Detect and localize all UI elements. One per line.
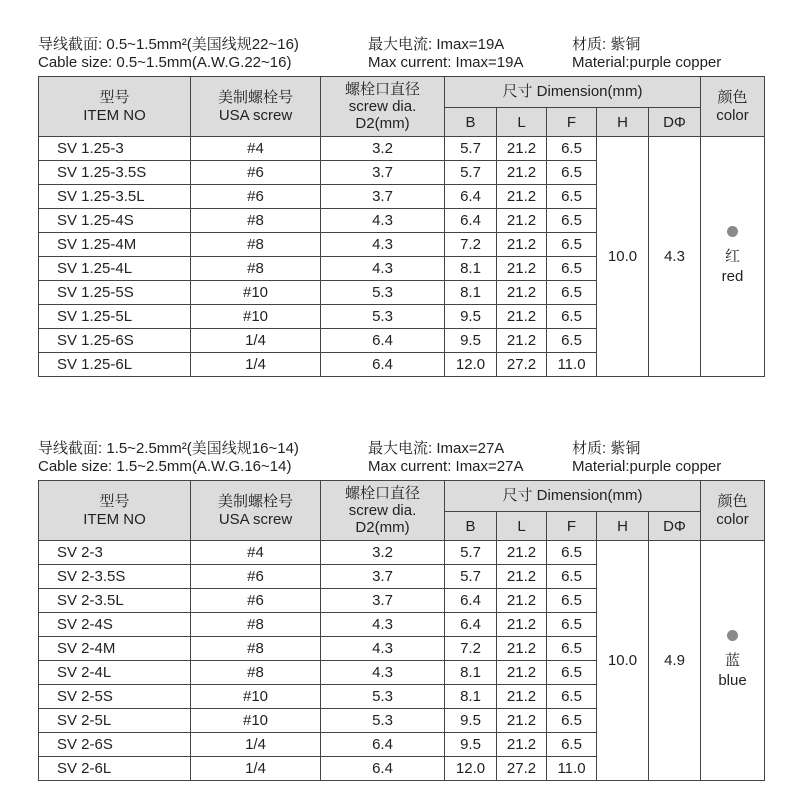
header-screw-en: USA screw [218,106,293,124]
header-color [701,481,765,541]
screw-dia: 3.7 [321,565,445,589]
header-color-en: color [716,106,749,124]
dim-l: 21.2 [497,589,547,613]
dim-b: 5.7 [445,161,497,185]
dim-l: 27.2 [497,353,547,377]
header-item-en: ITEM NO [83,510,146,528]
dim-l: 21.2 [497,233,547,257]
dim-b: 5.7 [445,565,497,589]
dim-f: 6.5 [547,637,597,661]
dim-f: 6.5 [547,541,597,565]
max-current-en: Max current: Imax=19A [368,54,524,71]
color-zh: 红 [724,248,740,265]
usa-screw: #10 [191,281,321,305]
screw-dia: 5.3 [321,281,445,305]
dim-l: 21.2 [497,305,547,329]
screw-dia: 4.3 [321,233,445,257]
dim-b: 6.4 [445,613,497,637]
header-h: H [597,512,649,541]
table-row [39,541,765,565]
dim-f: 6.5 [547,685,597,709]
cable-size-en: Cable size: 0.5~1.5mm(A.W.G.22~16) [38,54,292,71]
dim-l: 21.2 [497,257,547,281]
dim-f: 6.5 [547,137,597,161]
header-f: F [547,512,597,541]
header-color-zh: 颜色 [717,88,748,106]
dim-l: 21.2 [497,185,547,209]
screw-dia: 3.2 [321,541,445,565]
header-diameter [321,77,445,137]
item-no: SV 2-5S [39,685,191,709]
material-en: Material:purple copper [572,54,722,71]
header-dia-zh: 螺栓口直径 [344,485,420,502]
item-no: SV 2-3.5L [39,589,191,613]
item-no: SV 2-3.5S [39,565,191,589]
header-screw-zh: 美制螺栓号 [217,88,293,106]
header-l: L [497,512,547,541]
dim-b: 7.2 [445,233,497,257]
item-no: SV 1.25-5L [39,305,191,329]
dim-h: 10.0 [597,541,649,781]
dim-f: 6.5 [547,613,597,637]
dim-l: 21.2 [497,733,547,757]
header-f: F [547,108,597,137]
usa-screw: #6 [191,185,321,209]
screw-dia: 6.4 [321,733,445,757]
usa-screw: #8 [191,613,321,637]
item-no: SV 1.25-4S [39,209,191,233]
usa-screw: #8 [191,257,321,281]
dim-f: 6.5 [547,733,597,757]
spec-table-1 [38,76,765,377]
max-current-en: Max current: Imax=27A [368,458,524,475]
header-item [39,481,191,541]
item-no: SV 1.25-4M [39,233,191,257]
screw-dia: 5.3 [321,685,445,709]
header-l: L [497,108,547,137]
dim-h: 10.0 [597,137,649,377]
dim-f: 6.5 [547,185,597,209]
screw-dia: 6.4 [321,353,445,377]
usa-screw: #6 [191,565,321,589]
header-screw-zh: 美制螺栓号 [217,492,293,510]
usa-screw: #8 [191,233,321,257]
table-row [39,137,765,161]
header-h: H [597,108,649,137]
item-no: SV 2-6L [39,757,191,781]
dim-f: 6.5 [547,209,597,233]
item-no: SV 2-4M [39,637,191,661]
dim-b: 5.7 [445,541,497,565]
dim-l: 21.2 [497,613,547,637]
usa-screw: #6 [191,589,321,613]
dim-f: 6.5 [547,161,597,185]
dim-b: 7.2 [445,637,497,661]
color-en: blue [718,672,747,689]
header-dia-en1: screw dia. [348,98,417,115]
screw-dia: 6.4 [321,757,445,781]
header-b: B [445,108,497,137]
header-color [701,77,765,137]
dim-l: 27.2 [497,757,547,781]
dim-b: 9.5 [445,709,497,733]
dim-d: 4.3 [649,137,701,377]
dim-b: 6.4 [445,209,497,233]
dim-f: 6.5 [547,281,597,305]
usa-screw: #8 [191,209,321,233]
item-no: SV 1.25-6L [39,353,191,377]
cable-size-zh: 导线截面: 1.5~2.5mm²(美国线规16~14) [38,440,299,457]
dim-b: 8.1 [445,685,497,709]
dim-f: 11.0 [547,353,597,377]
max-current-zh: 最大电流: Imax=27A [368,440,505,457]
table-body-2 [39,541,765,781]
header-screw [191,77,321,137]
dim-d: 4.9 [649,541,701,781]
usa-screw: #10 [191,709,321,733]
dim-l: 21.2 [497,541,547,565]
spec-info-2 [38,434,764,480]
dim-l: 21.2 [497,685,547,709]
header-item-zh: 型号 [99,88,130,106]
item-no: SV 1.25-3 [39,137,191,161]
spec-info-1 [38,30,764,76]
dim-l: 21.2 [497,281,547,305]
material-en: Material:purple copper [572,458,722,475]
usa-screw: 1/4 [191,733,321,757]
dim-f: 11.0 [547,757,597,781]
color-zh: 蓝 [724,652,740,669]
cable-size-en: Cable size: 1.5~2.5mm(A.W.G.16~14) [38,458,292,475]
color-en: red [721,268,744,285]
usa-screw: 1/4 [191,757,321,781]
screw-dia: 3.2 [321,137,445,161]
dim-f: 6.5 [547,305,597,329]
usa-screw: #10 [191,305,321,329]
dim-b: 6.4 [445,185,497,209]
usa-screw: #4 [191,137,321,161]
screw-dia: 3.7 [321,589,445,613]
header-d: DΦ [649,108,701,137]
item-no: SV 2-3 [39,541,191,565]
color-dot-icon [727,630,738,641]
dim-f: 6.5 [547,233,597,257]
header-diameter [321,481,445,541]
material-zh: 材质: 紫铜 [572,440,641,457]
header-dia-en2: D2(mm) [355,519,410,536]
cable-size-zh: 导线截面: 0.5~1.5mm²(美国线规22~16) [38,36,299,53]
header-dia-en2: D2(mm) [355,115,410,132]
color-cell [701,541,765,781]
dim-l: 21.2 [497,661,547,685]
screw-dia: 5.3 [321,709,445,733]
max-current-zh: 最大电流: Imax=19A [368,36,505,53]
screw-dia: 6.4 [321,329,445,353]
dim-l: 21.2 [497,209,547,233]
dim-b: 9.5 [445,305,497,329]
header-color-en: color [716,510,749,528]
screw-dia: 4.3 [321,661,445,685]
dim-b: 9.5 [445,733,497,757]
dim-l: 21.2 [497,161,547,185]
header-dia-zh: 螺栓口直径 [344,81,420,98]
table-body-1 [39,137,765,377]
item-no: SV 1.25-5S [39,281,191,305]
item-no: SV 1.25-3.5L [39,185,191,209]
header-b: B [445,512,497,541]
screw-dia: 4.3 [321,637,445,661]
dim-l: 21.2 [497,565,547,589]
dim-b: 5.7 [445,137,497,161]
usa-screw: #8 [191,637,321,661]
material-zh: 材质: 紫铜 [572,36,641,53]
item-no: SV 2-4L [39,661,191,685]
spec-section-1 [38,30,764,377]
header-color-zh: 颜色 [717,492,748,510]
item-no: SV 1.25-6S [39,329,191,353]
dim-b: 8.1 [445,281,497,305]
dim-b: 12.0 [445,353,497,377]
dim-f: 6.5 [547,329,597,353]
screw-dia: 5.3 [321,305,445,329]
usa-screw: #6 [191,161,321,185]
dim-l: 21.2 [497,637,547,661]
screw-dia: 4.3 [321,257,445,281]
dim-b: 8.1 [445,661,497,685]
dim-b: 12.0 [445,757,497,781]
color-dot-icon [727,226,738,237]
color-cell [701,137,765,377]
header-d: DΦ [649,512,701,541]
dim-l: 21.2 [497,137,547,161]
dim-f: 6.5 [547,661,597,685]
usa-screw: #4 [191,541,321,565]
dim-b: 8.1 [445,257,497,281]
header-dia-en1: screw dia. [348,502,417,519]
usa-screw: #10 [191,685,321,709]
dim-l: 21.2 [497,329,547,353]
header-item [39,77,191,137]
usa-screw: 1/4 [191,329,321,353]
item-no: SV 2-6S [39,733,191,757]
spec-table-2 [38,480,765,781]
header-dimension: 尺寸 Dimension(mm) [445,77,701,108]
usa-screw: 1/4 [191,353,321,377]
item-no: SV 1.25-4L [39,257,191,281]
header-screw [191,481,321,541]
dim-f: 6.5 [547,565,597,589]
screw-dia: 4.3 [321,209,445,233]
dim-l: 21.2 [497,709,547,733]
dim-f: 6.5 [547,589,597,613]
header-item-zh: 型号 [99,492,130,510]
screw-dia: 4.3 [321,613,445,637]
item-no: SV 1.25-3.5S [39,161,191,185]
usa-screw: #8 [191,661,321,685]
item-no: SV 2-4S [39,613,191,637]
dim-b: 6.4 [445,589,497,613]
item-no: SV 2-5L [39,709,191,733]
dim-b: 9.5 [445,329,497,353]
dim-f: 6.5 [547,709,597,733]
header-dimension: 尺寸 Dimension(mm) [445,481,701,512]
header-item-en: ITEM NO [83,106,146,124]
header-screw-en: USA screw [218,510,293,528]
screw-dia: 3.7 [321,185,445,209]
screw-dia: 3.7 [321,161,445,185]
dim-f: 6.5 [547,257,597,281]
spec-section-2 [38,434,764,781]
